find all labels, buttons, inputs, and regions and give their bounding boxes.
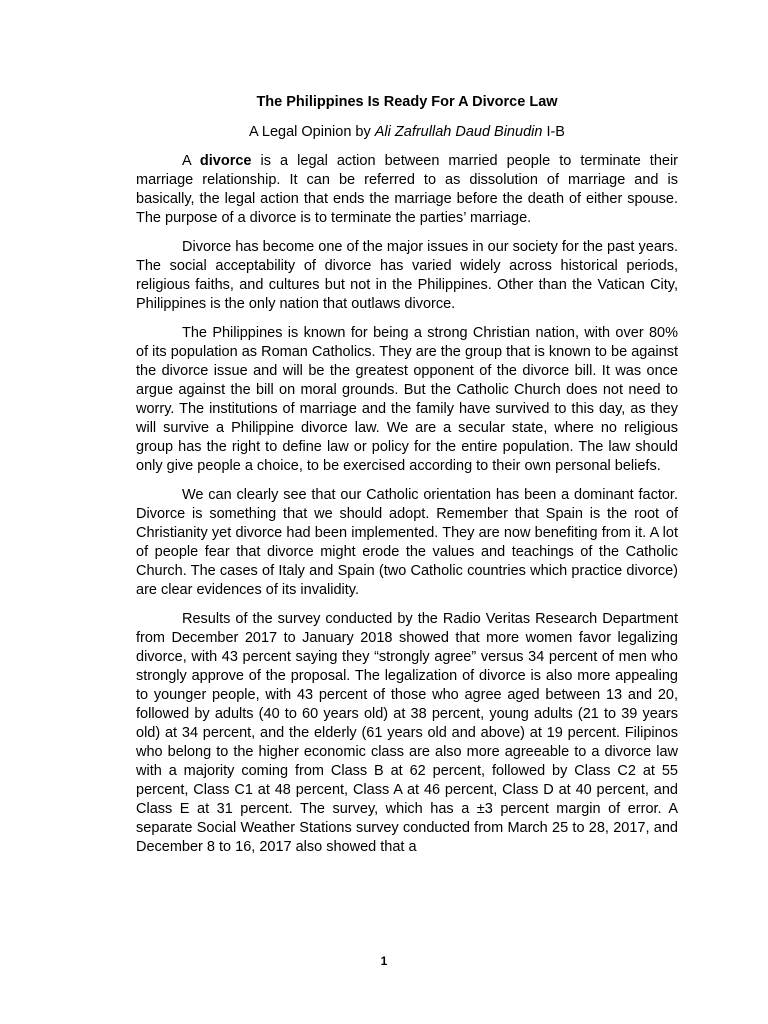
paragraph-2: Divorce has become one of the major issues in our society for the past years. The social acceptability of divorce has varied widely across historical periods, religious faiths, and cultures but not in the Philippines. Other than the Vatican City, Philippines is the only nation that outlaws divorce.	[136, 239, 678, 312]
paragraph-1-rest: is a legal action between married people to terminate their marriage relationship. It can be referred to as dissolution of marriage and is basically, the legal action that ends the marriage before the death of either spouse. The purpose of a divorce is to terminate the parties’ marriage.	[136, 153, 679, 226]
paragraph-4: We can clearly see that our Catholic orientation has been a dominant factor. Divorce is something that we should adopt. Remember that Spain is the root of Christianity yet divorce had been implemented. They are now benefiting from it. A lot of people fear that divorce might erode the values and teachings of the Catholic Church. The cases of Italy and Spain (two Catholic countries which practice divorce) are clear evidences of its invalidity.	[136, 487, 678, 598]
paragraph-1	[136, 152, 678, 228]
paragraph-1-lead: A	[182, 153, 200, 169]
document-subtitle	[136, 122, 678, 142]
subtitle-prefix: A Legal Opinion by	[249, 124, 375, 140]
paragraph-3: The Philippines is known for being a strong Christian nation, with over 80% of its population as Roman Catholics. They are the group that is known to be against the divorce issue and will be the greatest opponent of the divorce bill. It was once argue against the bill on moral grounds. But the Catholic Church does not need to worry. The institutions of marriage and the family have survived to this day, as they will survive a Philippine divorce law. We are a secular state, where no religious group has the right to define law or policy for the entire population. The law should only give people a choice, to be exercised according to their own personal beliefs.	[136, 325, 678, 474]
subtitle-suffix: I-B	[542, 124, 565, 140]
document-body	[136, 92, 678, 867]
paragraph-5: Results of the survey conducted by the Radio Veritas Research Department from December 2017 to January 2018 showed that more women favor legalizing divorce, with 43 percent saying they “strongly agree” versus 34 percent of men who strongly approve of the proposal. The legalization of divorce is also more appealing to younger people, with 43 percent of those who agree aged between 13 and 20, followed by adults (40 to 60 years old) at 38 percent, young adults (21 to 39 years old) at 34 percent, and the elderly (61 years old and above) at 19 percent. Filipinos who belong to the higher economic class are also more agreeable to a divorce law with a majority coming from Class B at 62 percent, followed by Class C2 at 55 percent, Class C1 at 48 percent, Class A at 46 percent, Class D at 40 percent, and Class E at 31 percent. The survey, which has a ±3 percent margin of error. A separate Social Weather Stations survey conducted from March 25 to 28, 2017, and December 8 to 16, 2017 also showed that a	[136, 611, 678, 855]
document-title: The Philippines Is Ready For A Divorce Law	[256, 94, 558, 110]
paragraph-1-bold-term: divorce	[199, 153, 252, 169]
page-number: 1	[380, 954, 388, 968]
author-name: Ali Zafrullah Daud Binudin	[374, 124, 543, 140]
